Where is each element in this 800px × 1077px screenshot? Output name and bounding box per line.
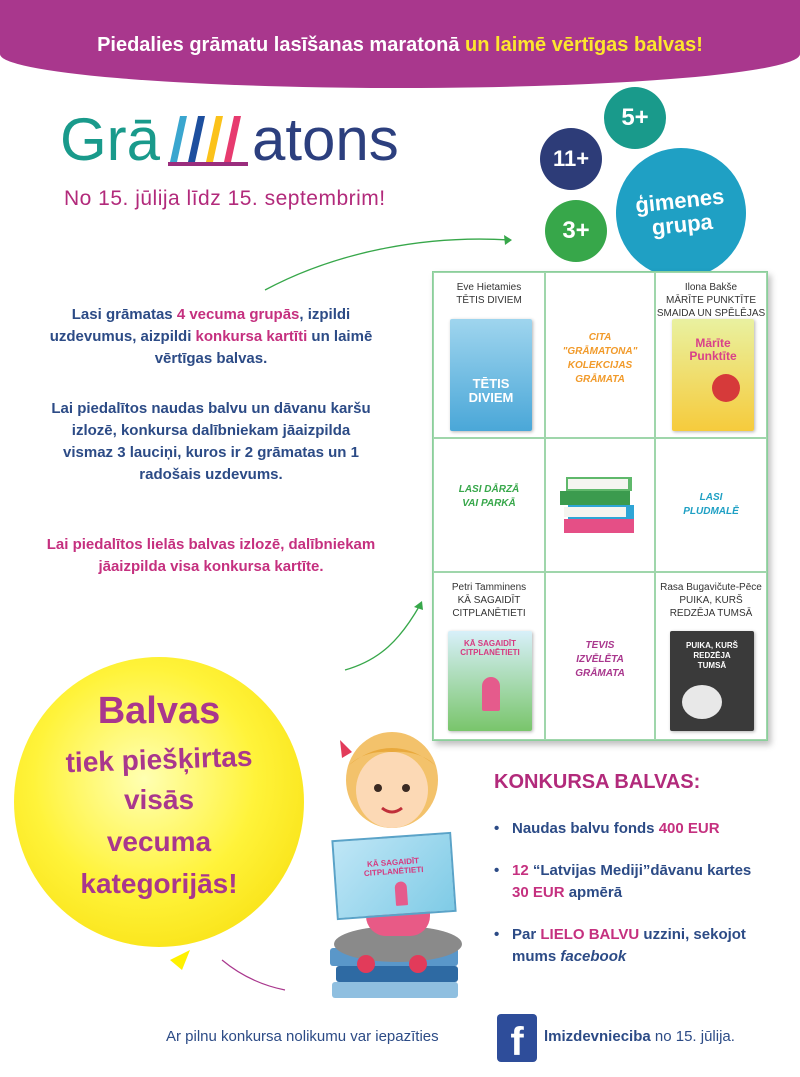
card-cell-9 [655,572,767,740]
card-cell-2: CITA "GRĀMATONA" KOLEKCIJAS GRĀMATA [545,272,655,438]
book-author: Petri Tamminens [451,582,527,593]
book-author: Ilona Bakše [684,282,738,293]
age-group-5: 5+ [604,87,666,149]
card-cell-8: TEVIS IZVĒLĒTA GRĀMATA [545,572,655,740]
girl-book-cover: KĀ SAGAIDĪT CITPLANĒTIETI [331,832,456,920]
rules-paragraph-2: Lai piedalītos naudas balvu un dāvanu karšu izlozē, konkursa dalībniekam jāaizpilda vismaz 3 lauciņi, kuros ir 2 grāmatas un 1 radošais uzdevums. [51,400,371,483]
balvas-line-1: Balvas [97,690,221,732]
book-author: Eve Hietamies [456,282,522,293]
book-title: KĀ SAGAIDĪT CITPLANĒTIETI [452,595,526,619]
rules-paragraph-3: Lai piedalītos lielās balvas izlozē, dalībniekam jāaizpilda visa konkursa kartīte. [46,536,376,575]
book-cover-marite: Mārīte Punktīte [672,319,754,431]
book-title: MĀRĪTE PUNKTĪTE SMAIDA UN SPĒLĒJAS [656,295,766,319]
prize-item-2: • 12 “Latvijas Mediji”dāvanu kartes 30 EUR apmērā [494,862,752,901]
svg-text:atons: atons [252,106,399,173]
balvas-line-3: visās [123,784,195,815]
age-group-family: ģimenes grupa [610,142,753,285]
book-author: Rasa Bugavičute-Pēce [660,582,762,593]
rules-paragraph-1: Lasi grāmatas 4 vecuma grupās, izpildi uzdevumus, aizpildi konkursa kartīti un laimē vērtīgas balvas. [49,306,373,367]
book-title: PUIKA, KURŠ REDZĒJA TUMSĀ [669,595,753,619]
books-stack-icon [546,439,654,569]
footer-handle[interactable]: lmizdevnieciba no 15. jūlija. [544,1028,735,1045]
book-cover-puika: PUIKA, KURŠ REDZĒJA TUMSĀ [670,631,754,731]
book-title: TĒTIS DIVIEM [456,295,522,306]
facebook-icon[interactable]: f [497,1014,537,1062]
campaign-dates: No 15. jūlija līdz 15. septembrim! [64,187,386,210]
svg-text:Grā: Grā [60,106,161,173]
book-cover-citplanetieti: KĀ SAGAIDĪT CITPLANĒTIETI [448,631,532,731]
age-group-11: 11+ [540,128,602,190]
footer-text: Ar pilnu konkursa nolikumu var iepazīties [166,1028,439,1045]
balvas-line-2: tiek piešķirtas [65,740,253,779]
card-cell-5 [545,438,655,572]
banner-text: Piedalies grāmatu lasīšanas maratonā un laimē vērtīgas balvas! [97,34,703,56]
balvas-line-4: vecuma [106,826,212,857]
card-cell-1 [433,272,545,438]
prizes-title: KONKURSA BALVAS: [494,771,701,793]
card-cell-3 [655,272,767,438]
book-cover-tetis: TĒTIS DIVIEM [450,319,532,431]
card-cell-6: LASI PLUDMALĒ [655,438,767,572]
card-cell-4: LASI DĀRZĀ VAI PARKĀ [433,438,545,572]
balvas-line-5: kategorijās! [80,868,238,899]
age-group-3: 3+ [545,200,607,262]
prize-item-1: • Naudas balvu fonds 400 EUR [494,820,720,837]
prize-item-3: • Par LIELO BALVU uzzini, sekojot mums facebook [494,926,746,965]
contest-card [432,271,768,741]
